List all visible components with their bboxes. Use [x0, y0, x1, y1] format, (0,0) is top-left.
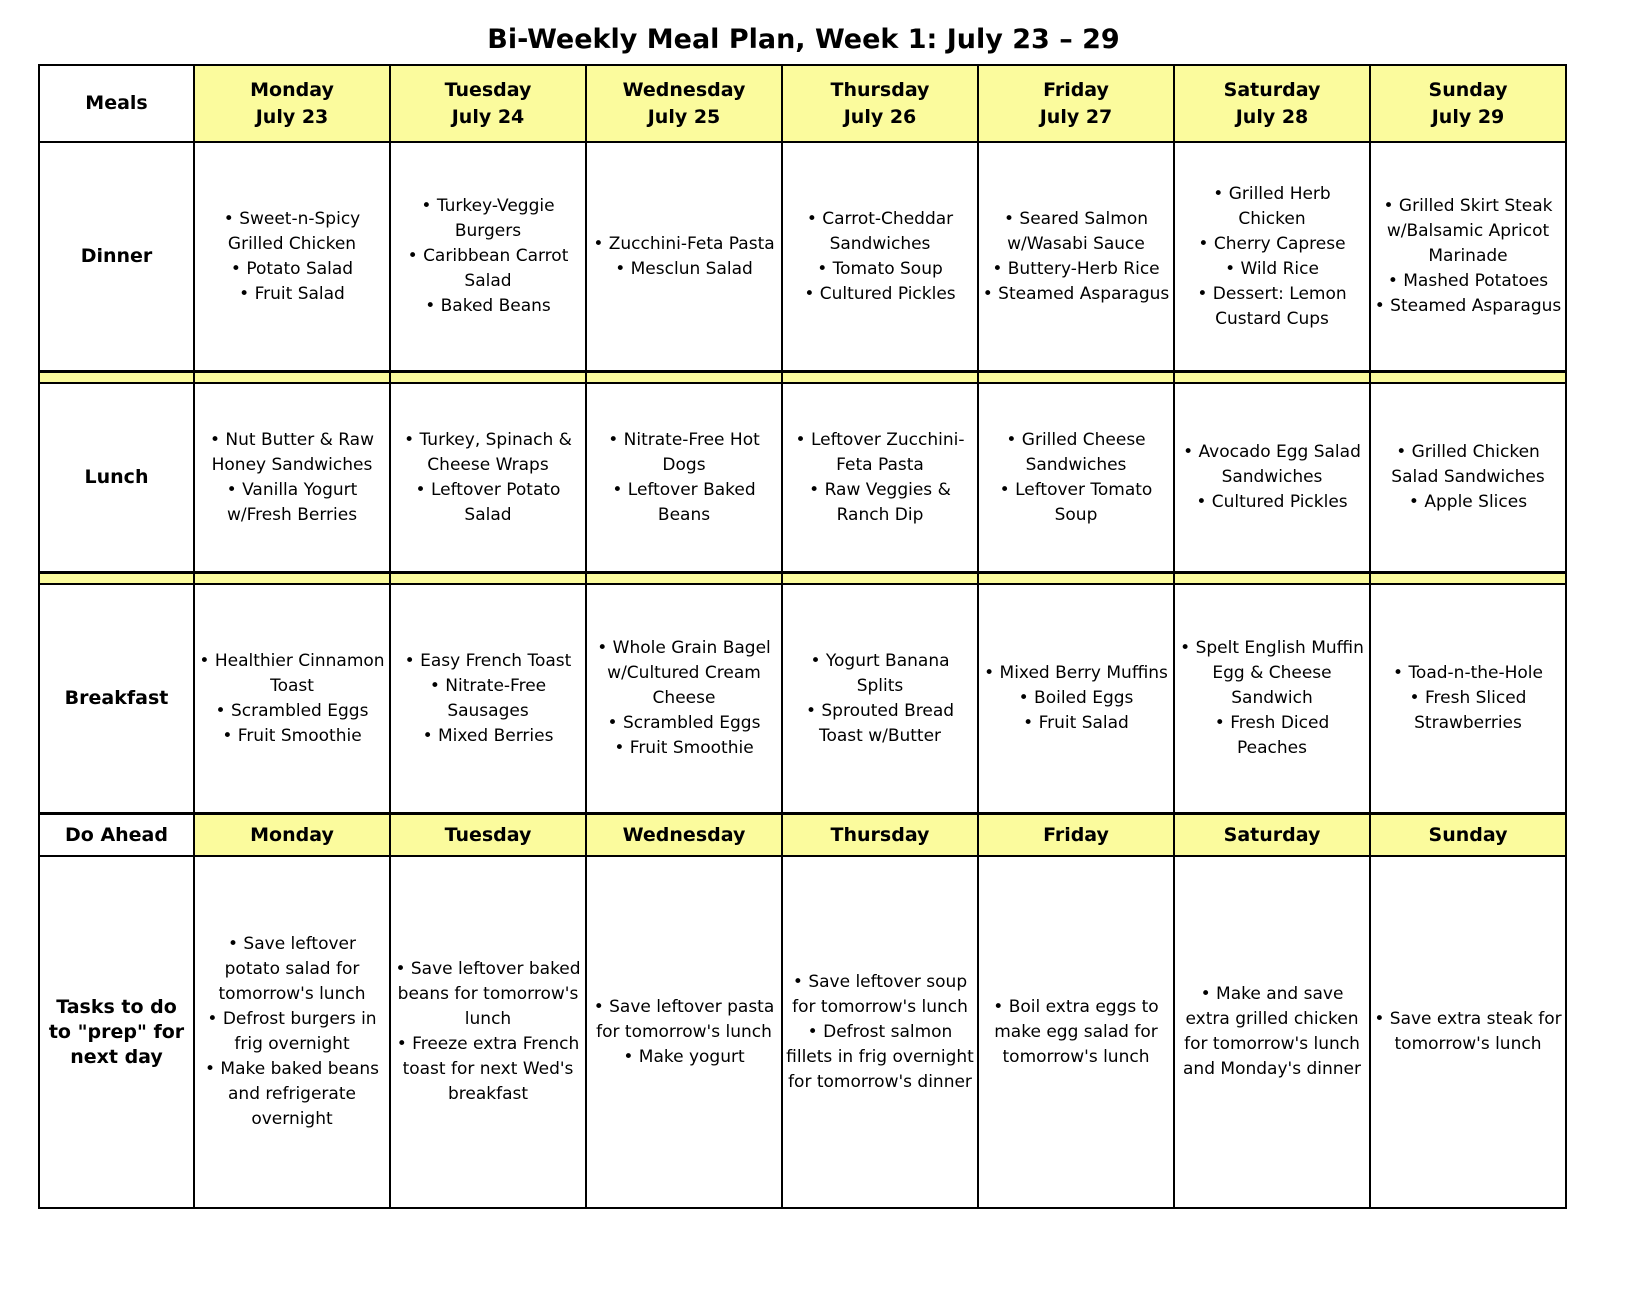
bullet-item: • Baked Beans — [394, 294, 582, 319]
bullet-item: • Cultured Pickles — [1178, 490, 1366, 515]
separator-cell — [390, 573, 586, 585]
bullet-item: • Steamed Asparagus — [982, 282, 1170, 307]
do-ahead-day-saturday: Saturday — [1174, 814, 1370, 857]
cell-lunch-sunday — [1370, 383, 1566, 573]
bullet-item: • Caribbean Carrot Salad — [394, 244, 582, 294]
do-ahead-day-sunday: Sunday — [1370, 814, 1566, 857]
bullet-item: • Whole Grain Bagel w/Cultured Cream Cheese — [590, 636, 778, 711]
do-ahead-row — [39, 814, 1566, 857]
meal-plan-table — [38, 64, 1567, 1209]
tasks-row-label: Tasks to do to "prep" for next day — [39, 856, 194, 1208]
cell-tasks-tuesday — [390, 856, 586, 1208]
bullet-item: • Turkey, Spinach & Cheese Wraps — [394, 428, 582, 478]
bullet-item: • Leftover Zucchini-Feta Pasta — [786, 428, 974, 478]
separator-cell — [1370, 573, 1566, 585]
cell-dinner-saturday — [1174, 142, 1370, 372]
day-header-sunday — [1370, 65, 1566, 142]
cell-tasks-saturday — [1174, 856, 1370, 1208]
separator-cell — [390, 372, 586, 384]
bullet-item: • Fruit Smoothie — [590, 736, 778, 761]
bullet-item: • Nut Butter & Raw Honey Sandwiches — [198, 428, 386, 478]
breakfast-row-label: Breakfast — [39, 584, 194, 814]
separator-row — [39, 372, 1566, 384]
separator-cell — [782, 372, 978, 384]
day-name: Wednesday — [622, 78, 746, 101]
bullet-item: • Carrot-Cheddar Sandwiches — [786, 207, 974, 257]
cell-dinner-thursday — [782, 142, 978, 372]
bullet-item: • Fresh Diced Peaches — [1178, 711, 1366, 761]
bullet-item: • Leftover Baked Beans — [590, 478, 778, 528]
bullet-item: • Defrost salmon fillets in frig overnight for tomorrow's dinner — [786, 1020, 974, 1095]
bullet-item: • Mixed Berry Muffins — [982, 661, 1170, 686]
cell-lunch-wednesday — [586, 383, 782, 573]
day-date: July 28 — [1235, 105, 1309, 128]
separator-cell — [1370, 372, 1566, 384]
bullet-item: • Turkey-Veggie Burgers — [394, 194, 582, 244]
cell-breakfast-saturday — [1174, 584, 1370, 814]
day-date: July 27 — [1039, 105, 1113, 128]
bullet-item: • Sprouted Bread Toast w/Butter — [786, 699, 974, 749]
day-name: Thursday — [830, 78, 930, 101]
bullet-item: • Leftover Tomato Soup — [982, 478, 1170, 528]
day-header-saturday — [1174, 65, 1370, 142]
bullet-item: • Fresh Sliced Strawberries — [1374, 686, 1562, 736]
lunch-row — [39, 383, 1566, 573]
cell-breakfast-monday — [194, 584, 390, 814]
meals-corner-cell: Meals — [39, 65, 194, 142]
bullet-item: • Mixed Berries — [394, 724, 582, 749]
separator-cell — [586, 372, 782, 384]
bullet-item: • Spelt English Muffin Egg & Cheese Sandwich — [1178, 636, 1366, 711]
day-header-row — [39, 65, 1566, 142]
bullet-item: • Nitrate-Free Sausages — [394, 674, 582, 724]
bullet-item: • Fruit Salad — [198, 282, 386, 307]
bullet-item: • Fruit Smoothie — [198, 724, 386, 749]
bullet-item: • Cherry Caprese — [1178, 232, 1366, 257]
separator-row — [39, 573, 1566, 585]
tasks-row — [39, 856, 1566, 1208]
bullet-item: • Zucchini-Feta Pasta — [590, 232, 778, 257]
day-date: July 26 — [843, 105, 917, 128]
cell-lunch-thursday — [782, 383, 978, 573]
bullet-item: • Freeze extra French toast for next Wed's breakfast — [394, 1032, 582, 1107]
bullet-item: • Make yogurt — [590, 1045, 778, 1070]
bullet-item: • Buttery-Herb Rice — [982, 257, 1170, 282]
cell-tasks-friday — [978, 856, 1174, 1208]
day-date: July 25 — [647, 105, 721, 128]
bullet-item: • Dessert: Lemon Custard Cups — [1178, 282, 1366, 332]
cell-lunch-tuesday — [390, 383, 586, 573]
day-date: July 29 — [1431, 105, 1505, 128]
cell-tasks-thursday — [782, 856, 978, 1208]
day-header-thursday — [782, 65, 978, 142]
bullet-item: • Grilled Skirt Steak w/Balsamic Apricot Marinade — [1374, 194, 1562, 269]
day-name: Monday — [250, 78, 334, 101]
bullet-item: • Grilled Herb Chicken — [1178, 182, 1366, 232]
day-header-tuesday — [390, 65, 586, 142]
day-name: Friday — [1043, 78, 1109, 101]
bullet-item: • Save leftover baked beans for tomorrow's lunch — [394, 957, 582, 1032]
day-header-monday — [194, 65, 390, 142]
bullet-item: • Fruit Salad — [982, 711, 1170, 736]
do-ahead-day-monday: Monday — [194, 814, 390, 857]
bullet-item: • Save leftover pasta for tomorrow's lunch — [590, 995, 778, 1045]
bullet-item: • Potato Salad — [198, 257, 386, 282]
bullet-item: • Healthier Cinnamon Toast — [198, 649, 386, 699]
lunch-row-label: Lunch — [39, 383, 194, 573]
dinner-row — [39, 142, 1566, 372]
bullet-item: • Vanilla Yogurt w/Fresh Berries — [198, 478, 386, 528]
cell-tasks-sunday — [1370, 856, 1566, 1208]
do-ahead-label: Do Ahead — [39, 814, 194, 857]
bullet-item: • Grilled Cheese Sandwiches — [982, 428, 1170, 478]
separator-cell — [978, 372, 1174, 384]
separator-cell — [978, 573, 1174, 585]
bullet-item: • Boil extra eggs to make egg salad for tomorrow's lunch — [982, 995, 1170, 1070]
bullet-item: • Tomato Soup — [786, 257, 974, 282]
bullet-item: • Nitrate-Free Hot Dogs — [590, 428, 778, 478]
cell-dinner-friday — [978, 142, 1174, 372]
cell-breakfast-friday — [978, 584, 1174, 814]
bullet-item: • Save leftover soup for tomorrow's lunch — [786, 970, 974, 1020]
meal-plan-page — [0, 24, 1650, 1209]
bullet-item: • Sweet-n-Spicy Grilled Chicken — [198, 207, 386, 257]
do-ahead-day-thursday: Thursday — [782, 814, 978, 857]
cell-tasks-monday — [194, 856, 390, 1208]
bullet-item: • Scrambled Eggs — [590, 711, 778, 736]
bullet-item: • Yogurt Banana Splits — [786, 649, 974, 699]
cell-dinner-wednesday — [586, 142, 782, 372]
bullet-item: • Apple Slices — [1374, 490, 1562, 515]
cell-dinner-monday — [194, 142, 390, 372]
breakfast-row — [39, 584, 1566, 814]
day-name: Saturday — [1223, 78, 1321, 101]
bullet-item: • Seared Salmon w/Wasabi Sauce — [982, 207, 1170, 257]
page-title: Bi-Weekly Meal Plan, Week 1: July 23 – 29 — [487, 24, 1120, 55]
cell-breakfast-wednesday — [586, 584, 782, 814]
bullet-item: • Defrost burgers in frig overnight — [198, 1007, 386, 1057]
do-ahead-day-friday: Friday — [978, 814, 1174, 857]
separator-cell — [194, 372, 390, 384]
bullet-item: • Scrambled Eggs — [198, 699, 386, 724]
day-header-friday — [978, 65, 1174, 142]
bullet-item: • Grilled Chicken Salad Sandwiches — [1374, 440, 1562, 490]
bullet-item: • Toad-n-the-Hole — [1374, 661, 1562, 686]
cell-lunch-monday — [194, 383, 390, 573]
bullet-item: • Make and save extra grilled chicken for tomorrow's lunch and Monday's dinner — [1178, 982, 1366, 1082]
bullet-item: • Boiled Eggs — [982, 686, 1170, 711]
bullet-item: • Avocado Egg Salad Sandwiches — [1178, 440, 1366, 490]
cell-breakfast-thursday — [782, 584, 978, 814]
dinner-row-label: Dinner — [39, 142, 194, 372]
cell-breakfast-sunday — [1370, 584, 1566, 814]
day-name: Sunday — [1428, 78, 1508, 101]
day-date: July 23 — [255, 105, 329, 128]
bullet-item: • Steamed Asparagus — [1374, 294, 1562, 319]
cell-dinner-sunday — [1370, 142, 1566, 372]
cell-lunch-friday — [978, 383, 1174, 573]
bullet-item: • Wild Rice — [1178, 257, 1366, 282]
separator-cell — [39, 573, 194, 585]
bullet-item: • Cultured Pickles — [786, 282, 974, 307]
bullet-item: • Make baked beans and refrigerate overnight — [198, 1057, 386, 1132]
separator-cell — [782, 573, 978, 585]
cell-breakfast-tuesday — [390, 584, 586, 814]
cell-tasks-wednesday — [586, 856, 782, 1208]
bullet-item: • Save extra steak for tomorrow's lunch — [1374, 1007, 1562, 1057]
bullet-item: • Mashed Potatoes — [1374, 269, 1562, 294]
separator-cell — [1174, 372, 1370, 384]
do-ahead-day-tuesday: Tuesday — [390, 814, 586, 857]
bullet-item: • Leftover Potato Salad — [394, 478, 582, 528]
bullet-item: • Easy French Toast — [394, 649, 582, 674]
cell-lunch-saturday — [1174, 383, 1370, 573]
separator-cell — [194, 573, 390, 585]
separator-cell — [1174, 573, 1370, 585]
do-ahead-day-wednesday: Wednesday — [586, 814, 782, 857]
separator-cell — [586, 573, 782, 585]
separator-cell — [39, 372, 194, 384]
bullet-item: • Raw Veggies & Ranch Dip — [786, 478, 974, 528]
day-header-wednesday — [586, 65, 782, 142]
day-name: Tuesday — [444, 78, 532, 101]
day-date: July 24 — [451, 105, 525, 128]
bullet-item: • Save leftover potato salad for tomorrow's lunch — [198, 932, 386, 1007]
cell-dinner-tuesday — [390, 142, 586, 372]
bullet-item: • Mesclun Salad — [590, 257, 778, 282]
